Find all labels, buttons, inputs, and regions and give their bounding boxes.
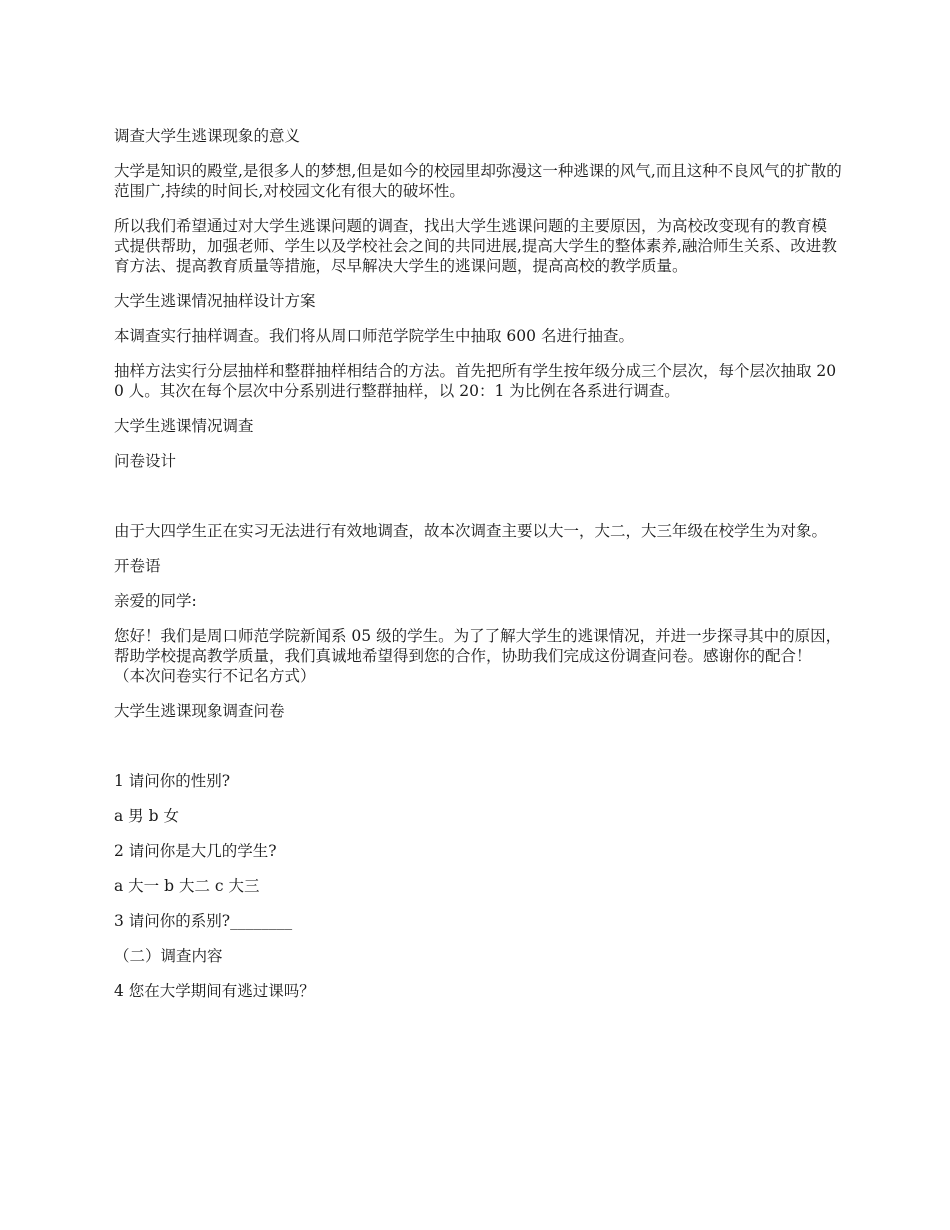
heading-sampling-plan: 大学生逃课情况抽样设计方案 [114, 292, 316, 310]
question-2: 2 请问你是大几的学生? [114, 842, 277, 860]
paragraph-opening-letter: 您好！我们是周口师范学院新闻系 05 级的学生。为了了解大学生的逃课情况，并进一步探寻其中的原因，帮助学校提高教学质量，我们真诚地希望得到您的合作，协助我们完成这份调查问卷。感谢你的配合！（本次问卷实行不记名方式） [114, 627, 842, 685]
paragraph-target-group: 由于大四学生正在实习无法进行有效地调查，故本次调查主要以大一，大二，大三年级在校学生为对象。 [114, 522, 828, 540]
heading-survey: 大学生逃课情况调查 [114, 417, 254, 435]
greeting: 亲爱的同学: [114, 592, 197, 610]
heading-significance: 调查大学生逃课现象的意义 [114, 127, 301, 145]
spacer [114, 736, 842, 771]
question-2-options: a 大一 b 大二 c 大三 [114, 877, 260, 895]
paragraph-intro: 大学是知识的殿堂,是很多人的梦想,但是如今的校园里却弥漫这一种逃课的风气,而且这种不良风气的扩散的范围广,持续的时间长,对校园文化有很大的破坏性。 [114, 162, 842, 200]
section-survey-content: （二）调查内容 [114, 947, 223, 965]
question-1: 1 请问你的性别? [114, 772, 231, 790]
document-page [114, 126, 842, 1016]
paragraph-sampling-method: 抽样方法实行分层抽样和整群抽样相结合的方法。首先把所有学生按年级分成三个层次，每个层次抽取 200 人。其次在每个层次中分系别进行整群抽样，以 20：1 为比例在各系进行调查。 [114, 362, 837, 400]
paragraph-sampling-size: 本调查实行抽样调查。我们将从周口师范学院学生中抽取 600 名进行抽查。 [114, 327, 634, 345]
paragraph-purpose: 所以我们希望通过对大学生逃课问题的调查，找出大学生逃课问题的主要原因，为高校改变现有的教育模式提供帮助，加强老师、学生以及学校社会之间的共同进展,提高大学生的整体素养,融洽师生关系、改进教育方法、提高教育质量等措施，尽早解决大学生的逃课问题，提高高校的教学质量。 [114, 217, 837, 275]
heading-questionnaire: 大学生逃课现象调查问卷 [114, 702, 285, 720]
question-3: 3 请问你的系别?________ [114, 912, 293, 930]
heading-opening: 开卷语 [114, 557, 161, 575]
spacer [114, 486, 842, 521]
question-1-options: a 男 b 女 [114, 807, 179, 825]
question-4: 4 您在大学期间有逃过课吗？ [114, 982, 315, 1000]
heading-questionnaire-design: 问卷设计 [114, 452, 177, 470]
